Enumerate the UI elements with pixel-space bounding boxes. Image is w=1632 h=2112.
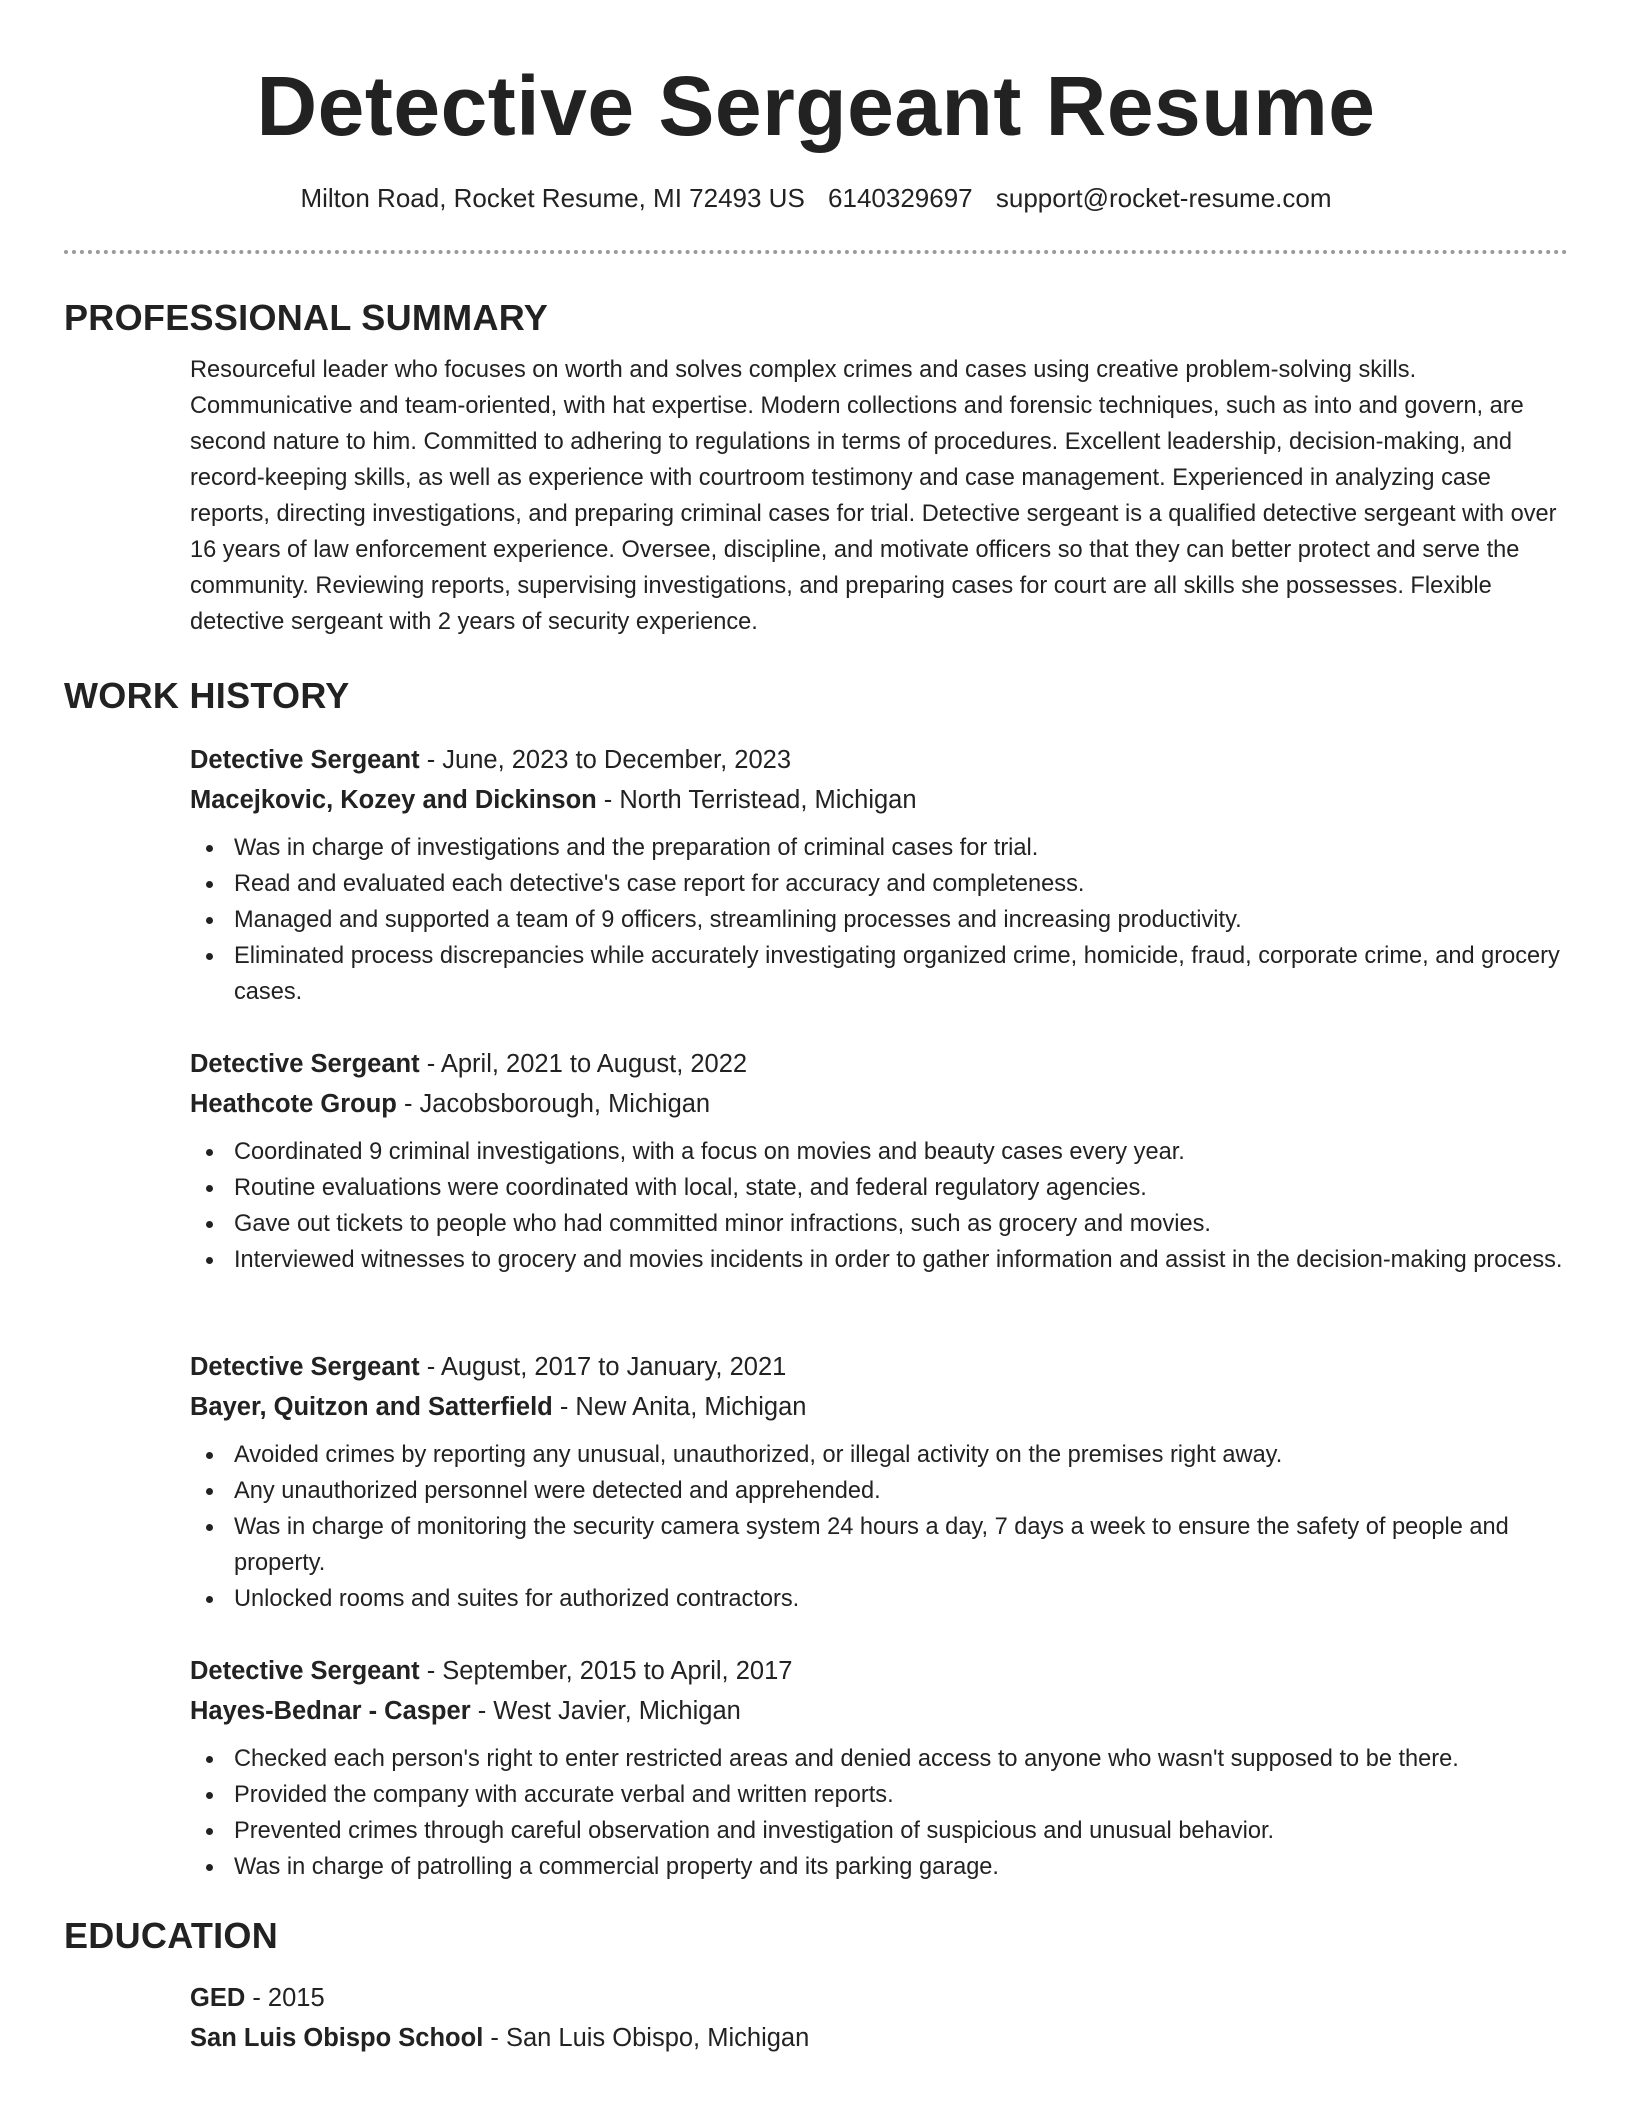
education-school-line bbox=[190, 2018, 1568, 2058]
job-company-line bbox=[190, 1084, 1568, 1124]
job-bullet: Routine evaluations were coordinated with local, state, and federal regulatory agencies. bbox=[234, 1170, 1568, 1206]
job-bullets bbox=[190, 830, 1568, 1010]
job-entry-content bbox=[190, 1651, 1568, 1885]
job-dates: - September, 2015 to April, 2017 bbox=[419, 1657, 793, 1685]
job-company: Hayes-Bednar - Casper bbox=[190, 1697, 471, 1725]
job-company-line bbox=[190, 1387, 1568, 1427]
contact-email: support@rocket-resume.com bbox=[995, 183, 1332, 213]
job-dates: - April, 2021 to August, 2022 bbox=[419, 1050, 748, 1078]
job-dates: - June, 2023 to December, 2023 bbox=[419, 746, 792, 774]
job-title: Detective Sergeant bbox=[190, 746, 420, 774]
education-location: - San Luis Obispo, Michigan bbox=[483, 2024, 810, 2052]
education-degree-line bbox=[190, 1978, 1568, 2018]
job-dates: - August, 2017 to January, 2021 bbox=[419, 1353, 787, 1381]
work-history-heading: WORK HISTORY bbox=[64, 675, 350, 716]
education-degree: GED bbox=[190, 1984, 246, 2012]
job-location: - Jacobsborough, Michigan bbox=[396, 1090, 711, 1118]
job-title: Detective Sergeant bbox=[190, 1050, 420, 1078]
job-bullet: Was in charge of investigations and the preparation of criminal cases for trial. bbox=[234, 830, 1568, 866]
job-location: - North Terristead, Michigan bbox=[596, 786, 917, 814]
job-title: Detective Sergeant bbox=[190, 1353, 420, 1381]
job-bullets bbox=[190, 1741, 1568, 1885]
job-title: Detective Sergeant bbox=[190, 1657, 420, 1685]
job-entry bbox=[64, 1651, 1568, 1885]
job-bullet: Prevented crimes through careful observation and investigation of suspicious and unusual behavior. bbox=[234, 1813, 1568, 1849]
header-divider bbox=[64, 250, 1568, 254]
job-entry bbox=[64, 1347, 1568, 1617]
contact-address: Milton Road, Rocket Resume, MI 72493 US bbox=[300, 183, 805, 213]
education-heading: EDUCATION bbox=[64, 1915, 279, 1956]
job-title-line bbox=[190, 1044, 1568, 1084]
job-title-line bbox=[190, 1651, 1568, 1691]
job-bullet: Read and evaluated each detective's case report for accuracy and completeness. bbox=[234, 866, 1568, 902]
summary-section bbox=[64, 296, 1568, 640]
education-entry bbox=[190, 1978, 1568, 2058]
job-bullet: Interviewed witnesses to grocery and movies incidents in order to gather information and assist in the decision-making process. bbox=[234, 1242, 1568, 1278]
job-location: - New Anita, Michigan bbox=[552, 1393, 807, 1421]
job-bullet: Unlocked rooms and suites for authorized contractors. bbox=[234, 1581, 1568, 1617]
job-entry-content bbox=[190, 740, 1568, 1010]
job-company: Macejkovic, Kozey and Dickinson bbox=[190, 786, 597, 814]
summary-heading: PROFESSIONAL SUMMARY bbox=[64, 297, 549, 338]
job-bullet: Provided the company with accurate verbal and written reports. bbox=[234, 1777, 1568, 1813]
contact-phone: 6140329697 bbox=[828, 183, 973, 213]
job-title-line bbox=[190, 740, 1568, 780]
education-school: San Luis Obispo School bbox=[190, 2024, 484, 2052]
job-bullet: Any unauthorized personnel were detected and apprehended. bbox=[234, 1473, 1568, 1509]
job-bullet: Eliminated process discrepancies while accurately investigating organized crime, homicide, fraud, corporate crime, and grocery cases. bbox=[234, 938, 1568, 1010]
job-entry-content bbox=[190, 1044, 1568, 1278]
job-location: - West Javier, Michigan bbox=[470, 1697, 741, 1725]
job-entry bbox=[64, 740, 1568, 1010]
education-year: - 2015 bbox=[245, 1984, 325, 2012]
job-bullet: Managed and supported a team of 9 officers, streamlining processes and increasing productivity. bbox=[234, 902, 1568, 938]
resume-title: Detective Sergeant Resume bbox=[256, 59, 1376, 153]
job-company-line bbox=[190, 780, 1568, 820]
job-company: Heathcote Group bbox=[190, 1090, 397, 1118]
job-bullets bbox=[190, 1437, 1568, 1617]
summary-text: Resourceful leader who focuses on worth and solves complex crimes and cases using creative problem-solving skills. Communicative and team-oriented, with hat expertise. Modern collections and forensic techniques, such as into and govern, are second nature to him. Committed to adhering to regulations in terms of procedures. Excellent leadership, decision-making, and record-keeping skills, as well as experience with courtroom testimony and case management. Experienced in analyzing case reports, directing investigations, and preparing criminal cases for trial. Detective sergeant is a qualified detective sergeant with over 16 years of law enforcement experience. Oversee, discipline, and motivate officers so that they can better protect and serve the community. Reviewing reports, supervising investigations, and preparing cases for court are all skills she possesses. Flexible detective sergeant with 2 years of security experience. bbox=[190, 357, 1557, 635]
job-company: Bayer, Quitzon and Satterfield bbox=[190, 1393, 553, 1421]
work-history-section bbox=[64, 674, 1568, 718]
job-entry bbox=[64, 1044, 1568, 1278]
job-bullet: Was in charge of patrolling a commercial property and its parking garage. bbox=[234, 1849, 1568, 1885]
job-company-line bbox=[190, 1691, 1568, 1731]
job-title-line bbox=[190, 1347, 1568, 1387]
job-bullet: Avoided crimes by reporting any unusual, unauthorized, or illegal activity on the premises right away. bbox=[234, 1437, 1568, 1473]
job-bullet: Was in charge of monitoring the security camera system 24 hours a day, 7 days a week to ensure the safety of people and property. bbox=[234, 1509, 1568, 1581]
education-section bbox=[64, 1914, 1568, 2058]
contact-line bbox=[0, 180, 1632, 216]
job-bullet: Checked each person's right to enter restricted areas and denied access to anyone who wasn't supposed to be there. bbox=[234, 1741, 1568, 1777]
job-entry-content bbox=[190, 1347, 1568, 1617]
job-bullet: Gave out tickets to people who had committed minor infractions, such as grocery and movies. bbox=[234, 1206, 1568, 1242]
job-bullet: Coordinated 9 criminal investigations, with a focus on movies and beauty cases every year. bbox=[234, 1134, 1568, 1170]
job-bullets bbox=[190, 1134, 1568, 1278]
